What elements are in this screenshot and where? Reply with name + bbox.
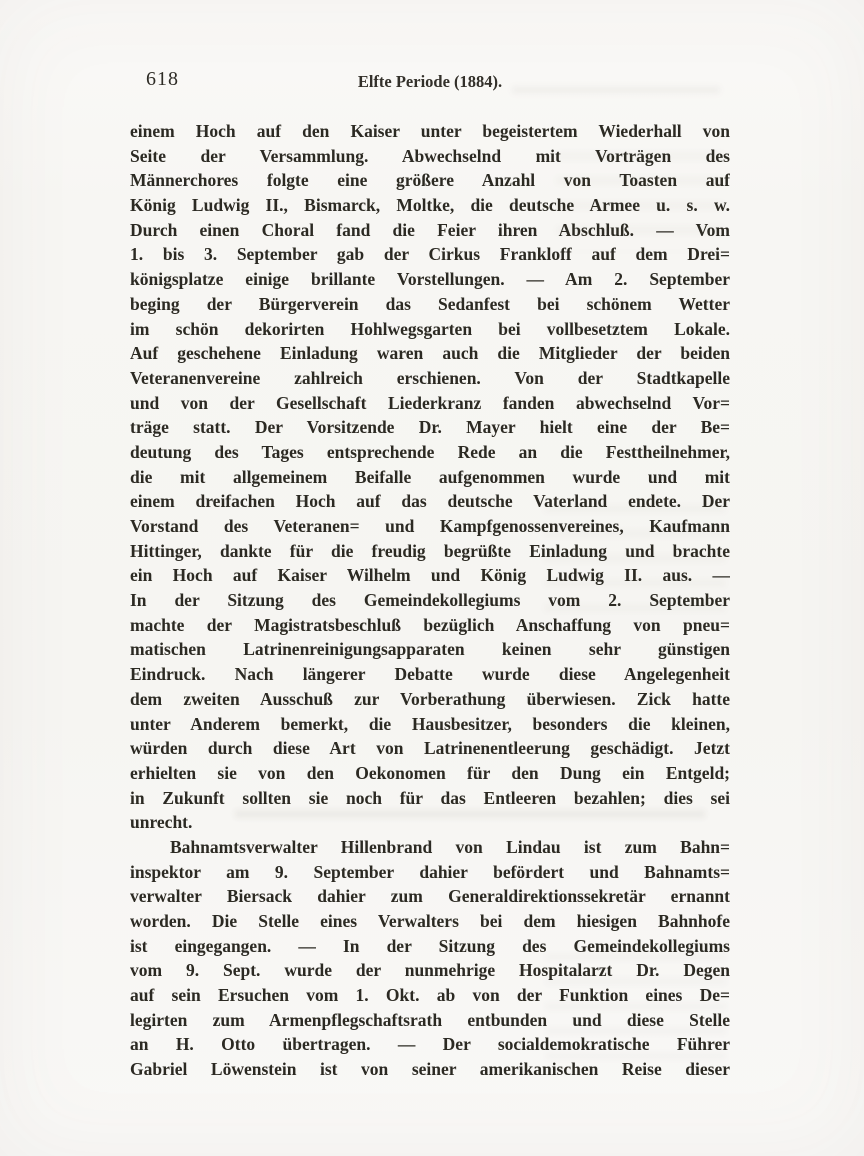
- text-line: königsplatze einige brillante Vorstellungen. — Am 2. September: [130, 269, 730, 290]
- text-line: Seite der Versammlung. Abwechselnd mit Vorträgen des: [130, 145, 730, 166]
- text-line: träge statt. Der Vorsitzende Dr. Mayer hielt eine der Be=: [130, 417, 730, 438]
- text-line: im schön dekorirten Hohlwegsgarten bei vollbesetztem Lokale.: [130, 318, 730, 339]
- text-block: [130, 119, 730, 1082]
- text-line: dem zweiten Ausschuß zur Vorberathung überwiesen. Zick hatte: [130, 688, 730, 709]
- text-line: inspektor am 9. September dahier befördert und Bahnamts=: [130, 861, 730, 882]
- paragraph: [130, 119, 730, 835]
- text-line: Hittinger, dankte für die freudig begrüßte Einladung und brachte: [130, 540, 730, 561]
- text-line: auf sein Ersuchen vom 1. Okt. ab von der Funktion eines De=: [130, 985, 730, 1006]
- text-line: Auf geschehene Einladung waren auch die Mitglieder der beiden: [130, 343, 730, 364]
- text-line: an H. Otto übertragen. — Der socialdemokratische Führer: [130, 1034, 730, 1055]
- text-line: ist eingegangen. — In der Sitzung des Gemeindekollegiums: [130, 935, 730, 956]
- text-line: und von der Gesellschaft Liederkranz fanden abwechselnd Vor=: [130, 392, 730, 413]
- text-line: würden durch diese Art von Latrinenentleerung geschädigt. Jetzt: [130, 738, 730, 759]
- text-line: erhielten sie von den Oekonomen für den Dung ein Entgeld;: [130, 762, 730, 783]
- text-line: Veteranenvereine zahlreich erschienen. Von der Stadtkapelle: [130, 367, 730, 388]
- text-line: Männerchores folgte eine größere Anzahl von Toasten auf: [130, 170, 730, 191]
- text-line: einem dreifachen Hoch auf das deutsche Vaterland endete. Der: [130, 491, 730, 512]
- text-line: legirten zum Armenpflegschaftsrath entbunden und diese Stelle: [130, 1009, 730, 1030]
- text-line: ein Hoch auf Kaiser Wilhelm und König Ludwig II. aus. —: [130, 565, 730, 586]
- running-head: Elfte Periode (1884).: [357, 72, 503, 91]
- text-line: 1. bis 3. September gab der Cirkus Frankloff auf dem Drei=: [130, 244, 730, 265]
- text-line: in Zukunft sollten sie noch für das Entleeren bezahlen; dies sei: [130, 787, 730, 808]
- text-line: beging der Bürgerverein das Sedanfest bei schönem Wetter: [130, 293, 730, 314]
- text-line: Bahnamtsverwalter Hillenbrand von Lindau ist zum Bahn=: [170, 836, 730, 857]
- text-line: In der Sitzung des Gemeindekollegiums vom 2. September: [130, 590, 730, 611]
- text-line: einem Hoch auf den Kaiser unter begeistertem Wiederhall von: [130, 121, 730, 141]
- paragraph: [130, 835, 730, 1082]
- text-line: matischen Latrinenreinigungsapparaten keinen sehr günstigen: [130, 639, 730, 660]
- text-line: Durch einen Choral fand die Feier ihren Abschluß. — Vom: [130, 219, 730, 240]
- text-line: Eindruck. Nach längerer Debatte wurde diese Angelegenheit: [130, 664, 730, 685]
- text-line: machte der Magistratsbeschluß bezüglich Anschaffung von pneu=: [130, 614, 730, 635]
- text-line: die mit allgemeinem Beifalle aufgenommen wurde und mit: [130, 466, 730, 487]
- text-line: unter Anderem bemerkt, die Hausbesitzer, besonders die kleinen,: [130, 713, 730, 734]
- text-line: unrecht.: [130, 812, 193, 833]
- text-line: deutung des Tages entsprechende Rede an die Festtheilnehmer,: [130, 441, 730, 462]
- text-line: vom 9. Sept. wurde der nunmehrige Hospitalarzt Dr. Degen: [130, 960, 730, 981]
- text-line: Gabriel Löwenstein ist von seiner amerikanischen Reise dieser: [130, 1059, 730, 1080]
- text-line: verwalter Biersack dahier zum Generaldirektionssekretär ernannt: [130, 886, 730, 907]
- text-line: König Ludwig II., Bismarck, Moltke, die deutsche Armee u. s. w.: [130, 195, 730, 216]
- text-line: Vorstand des Veteranen= und Kampfgenossenvereines, Kaufmann: [130, 516, 730, 536]
- page-number: 618: [146, 68, 179, 90]
- text-line: worden. Die Stelle eines Verwalters bei dem hiesigen Bahnhofe: [130, 911, 730, 931]
